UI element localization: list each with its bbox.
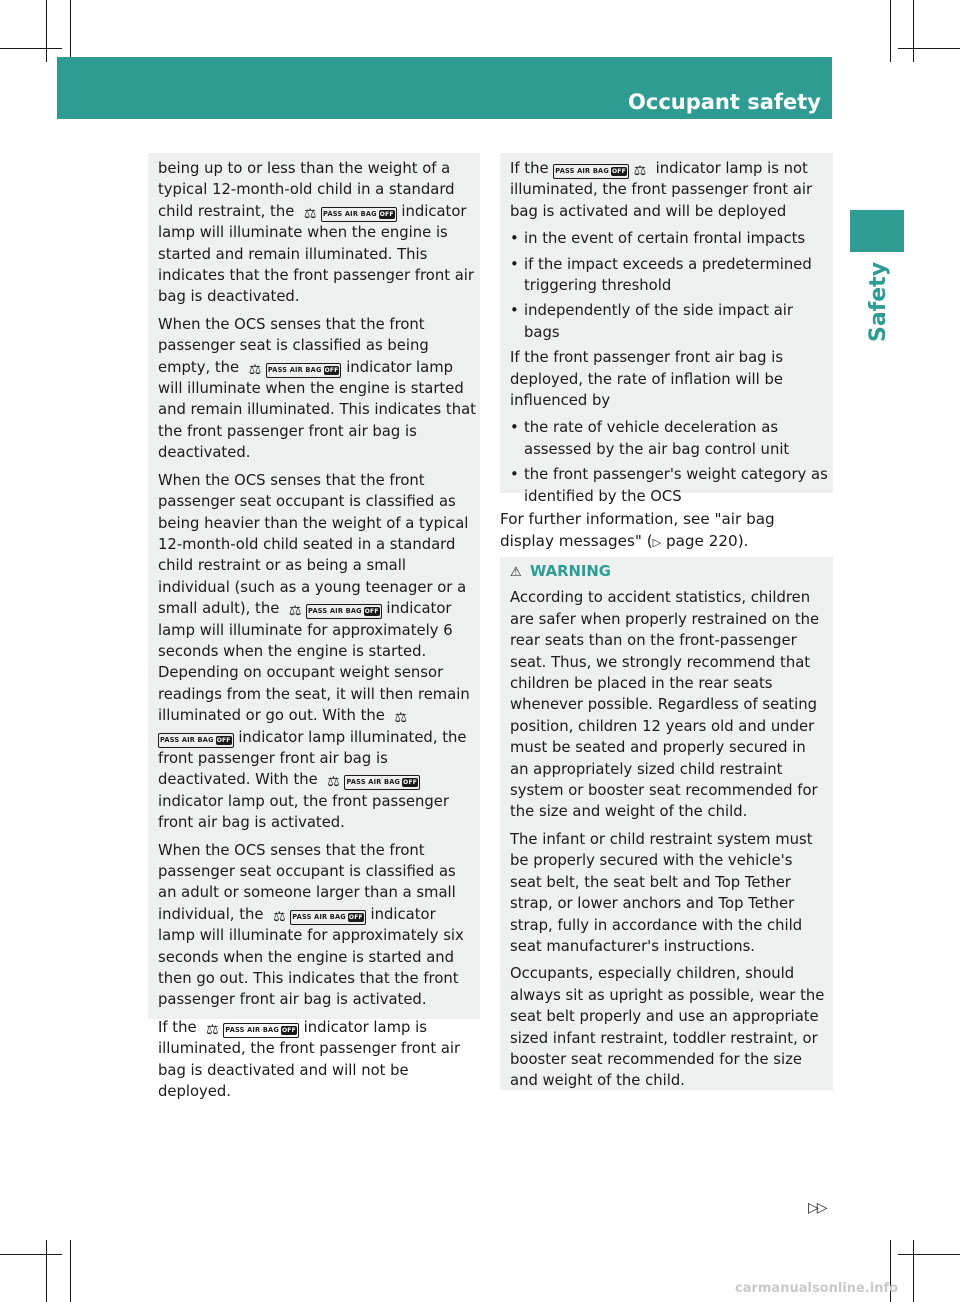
seat-occupant-icon: ⚖ (272, 908, 286, 925)
warning-text (510, 561, 828, 1098)
pass-air-bag-off-icon: PASS AIR BAG OFF (344, 775, 420, 790)
pass-air-bag-off-icon: PASS AIR BAG OFF (321, 207, 397, 222)
list-item: • independently of the side impact air bags (510, 300, 828, 343)
arrow-icon: ▷ (652, 536, 662, 549)
page-number: 45 (848, 90, 876, 114)
watermark: carmanualsonline.info (735, 1281, 899, 1296)
pass-air-bag-off-icon: PASS AIR BAG OFF (553, 164, 629, 179)
seat-occupant-icon: ⚖ (205, 1021, 219, 1038)
paragraph: being up to or less than the weight of a typical 12-month-old child in a standard child restraint, the ⚖ PASS AIR BAG OFF indicator lamp will illuminate when the engine is started and remain illuminated. This indicates that the front passenger front air bag is deactivated. (158, 160, 474, 306)
crop-mark (70, 0, 71, 62)
pass-air-bag-off-icon: PASS AIR BAG OFF (306, 604, 382, 619)
crop-mark (70, 1240, 71, 1302)
paragraph: The infant or child restraint system must be properly secured with the vehicle's seat belt, the seat belt and Top Tether strap, or lower anchors and Top Tether strap, fully in accordance with the child seat manufacturer's instructions. (510, 830, 813, 955)
side-section-label: Safety (866, 261, 891, 342)
paragraph: Occupants, especially children, should always sit as upright as possible, wear the seat belt properly and use an appropriate sized infant restraint, toddler restraint, or booster seat recommended for the size and weight of the child. (510, 965, 825, 1090)
page-link[interactable]: page 220). (661, 532, 749, 550)
list-item: • the front passenger's weight category as identified by the OCS (510, 464, 828, 507)
paragraph: If the PASS AIR BAG OFF ⚖ indicator lamp is not illuminated, the front passenger front air bag is activated and will be deployed (510, 160, 813, 220)
crop-mark (46, 1240, 47, 1302)
crop-mark (0, 48, 62, 49)
crop-mark (898, 48, 960, 49)
crop-mark (0, 1254, 62, 1255)
right-column-text (510, 158, 828, 511)
crop-mark (898, 1254, 960, 1255)
list-item: • in the event of certain frontal impacts (510, 228, 828, 249)
seat-occupant-icon: ⚖ (633, 163, 647, 179)
list-item: • if the impact exceeds a predetermined triggering threshold (510, 254, 828, 297)
pass-air-bag-off-icon: PASS AIR BAG OFF (158, 733, 234, 748)
list-item: • the rate of vehicle deceleration as assessed by the air bag control unit (510, 417, 828, 460)
seat-occupant-icon: ⚖ (327, 774, 340, 791)
section-title: Occupant safety (628, 90, 821, 114)
pass-air-bag-off-icon: PASS AIR BAG OFF (290, 910, 366, 925)
pass-air-bag-off-icon: PASS AIR BAG OFF (223, 1023, 299, 1038)
warning-triangle-icon: ⚠ (510, 565, 522, 580)
seat-occupant-icon: ⚖ (394, 710, 407, 727)
crop-mark (913, 0, 914, 62)
further-info-text: For further information, see "air bag display messages" (▷ page 220). (500, 510, 775, 550)
warning-heading: ⚠ WARNING (510, 561, 828, 583)
seat-occupant-icon: ⚖ (248, 361, 262, 378)
paragraph: When the OCS senses that the front passenger seat occupant is classified as being heavier than the weight of a typical 12-month-old child seated in a standard child restraint or as being a small individual (such as a young teenager or a small adult), the ⚖ PASS AIR BAG OFF indicator lamp will illuminate for approximately 6 seconds when the engine is started. Depending on occupant weight sensor readings from the seat, it will then remain illuminated or go out. With the ⚖PASS AIR BAG OFF indicator lamp illuminated, the front passenger front air bag is deactivated. With the ⚖ PASS AIR BAG OFF indicator lamp out, the front passenger front air bag is activated. (158, 471, 470, 832)
seat-occupant-icon: ⚖ (288, 603, 302, 620)
crop-mark (913, 1240, 914, 1302)
paragraph: If the ⚖ PASS AIR BAG OFF indicator lamp is illuminated, the front passenger front air bag is deactivated and will not be deployed. (158, 1018, 461, 1101)
continue-icon: ▷▷ (808, 1200, 826, 1216)
pass-air-bag-off-icon: PASS AIR BAG OFF (266, 363, 342, 378)
left-column-text (158, 158, 476, 1108)
paragraph: If the front passenger front air bag is deployed, the rate of inflation will be influenced by (510, 349, 784, 410)
seat-occupant-icon: ⚖ (303, 205, 317, 222)
paragraph: According to accident statistics, children are safer when properly restrained on the rear seats than on the front-passenger seat. Thus, we strongly recommend that children be placed in the rear seats whenever possible. Regardless of seating position, children 12 years old and under must be seated and properly secured in an appropriately sized child restraint system or booster seat recommended for the size and weight of the child. (510, 589, 820, 821)
paragraph: When the OCS senses that the front passenger seat occupant is classified as an adult or someone larger than a small individual, the ⚖ PASS AIR BAG OFF indicator lamp will illuminate for approximately six seconds when the engine is started and then go out. This indicates that the front passenger front air bag is activated. (158, 841, 464, 1009)
crop-mark (46, 0, 47, 62)
paragraph: When the OCS senses that the front passenger seat is classified as being empty, the ⚖ PASS AIR BAG OFF indicator lamp will illuminate when the engine is started and remain illuminated. This indicates that the front passenger front air bag is deactivated. (158, 315, 476, 462)
crop-mark (890, 0, 891, 62)
section-tab (850, 210, 904, 252)
